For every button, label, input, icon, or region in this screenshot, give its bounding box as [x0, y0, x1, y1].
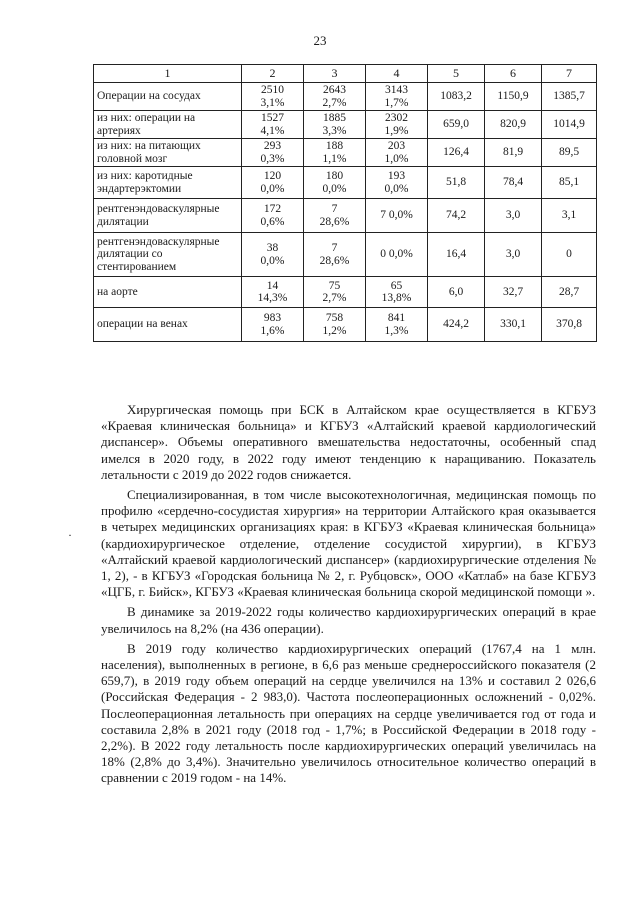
- percent-value: 2,7%: [322, 96, 347, 109]
- value-cell: [242, 199, 304, 233]
- count-value: 2510: [261, 84, 284, 96]
- count-value: 758: [325, 312, 344, 324]
- value-cell: [366, 308, 428, 342]
- rate-cell: 1083,2: [428, 83, 485, 111]
- value-cell: [304, 139, 366, 167]
- table-row: [94, 83, 597, 111]
- percent-value: 1,7%: [384, 96, 409, 109]
- percent-value: 1,9%: [384, 124, 409, 137]
- rate-cell: 78,4: [485, 167, 542, 199]
- count-value: 193: [387, 170, 406, 182]
- percent-value: 28,6%: [319, 215, 350, 228]
- rate-cell: 659,0: [428, 111, 485, 139]
- header-cell: 2: [242, 65, 304, 83]
- row-label: на аорте: [94, 277, 242, 308]
- value-cell: [242, 83, 304, 111]
- value-cell: [366, 199, 428, 233]
- rate-cell: 1150,9: [485, 83, 542, 111]
- table-header-row: [94, 65, 597, 83]
- rate-cell: 3,1: [542, 199, 597, 233]
- value-cell: [366, 277, 428, 308]
- count-value: 65: [390, 279, 403, 292]
- rate-cell: 126,4: [428, 139, 485, 167]
- percent-value: 1,2%: [322, 324, 347, 337]
- value-cell: [242, 167, 304, 199]
- page-number: 23: [313, 33, 327, 48]
- row-label: рентгенэндоваскулярные дилятации со стентированием: [94, 233, 242, 277]
- rate-cell: 0: [542, 233, 597, 277]
- value-cell: [366, 111, 428, 139]
- rate-cell: 16,4: [428, 233, 485, 277]
- value-cell: [304, 199, 366, 233]
- value-cell: [366, 139, 428, 167]
- row-label: рентгенэндоваскулярные дилятации: [94, 199, 242, 233]
- percent-value: 3,3%: [322, 124, 347, 137]
- count-value: 3143: [385, 84, 408, 96]
- percent-value: 1,0%: [384, 152, 409, 165]
- rate-cell: 1014,9: [542, 111, 597, 139]
- rate-cell: 6,0: [428, 277, 485, 308]
- header-cell: 6: [485, 65, 542, 83]
- surgery-table: [93, 64, 597, 342]
- percent-value: 0,3%: [260, 152, 285, 165]
- count-value: 0 0,0%: [380, 248, 413, 261]
- percent-value: 13,8%: [381, 292, 412, 304]
- table-row: [94, 167, 597, 199]
- table-row: [94, 308, 597, 342]
- percent-value: 0,0%: [260, 182, 285, 195]
- count-value: 75: [328, 279, 341, 292]
- table-row: [94, 111, 597, 139]
- value-cell: [304, 83, 366, 111]
- header-cell: 3: [304, 65, 366, 83]
- count-value: 1885: [323, 112, 346, 124]
- margin-mark: ·: [68, 528, 72, 542]
- percent-value: 1,6%: [260, 324, 285, 337]
- value-cell: [304, 111, 366, 139]
- rate-cell: 28,7: [542, 277, 597, 308]
- value-cell: [242, 139, 304, 167]
- rate-cell: 424,2: [428, 308, 485, 342]
- rate-cell: 330,1: [485, 308, 542, 342]
- row-label: из них: на питающих головной мозг: [94, 139, 242, 167]
- header-cell: 1: [94, 65, 242, 83]
- count-value: 1527: [261, 112, 284, 124]
- count-value: 841: [387, 312, 406, 324]
- rate-cell: 820,9: [485, 111, 542, 139]
- table-row: [94, 139, 597, 167]
- count-value: 188: [325, 140, 344, 152]
- value-cell: [242, 111, 304, 139]
- table-row: [94, 277, 597, 308]
- percent-value: 28,6%: [319, 254, 350, 267]
- body-text: [101, 402, 596, 791]
- rate-cell: 89,5: [542, 139, 597, 167]
- table-row: [94, 199, 597, 233]
- value-cell: [366, 167, 428, 199]
- rate-cell: 32,7: [485, 277, 542, 308]
- rate-cell: 3,0: [485, 233, 542, 277]
- count-value: 38: [266, 242, 279, 254]
- value-cell: [304, 233, 366, 277]
- paragraph: В динамике за 2019-2022 годы количество кардиохирургических операций в крае увеличилось на 8,2% (на 436 операции).: [101, 604, 596, 636]
- rate-cell: 85,1: [542, 167, 597, 199]
- count-value: 2302: [385, 112, 408, 124]
- header-cell: 7: [542, 65, 597, 83]
- rate-cell: 370,8: [542, 308, 597, 342]
- value-cell: [242, 233, 304, 277]
- count-value: 7: [331, 242, 338, 254]
- percent-value: 4,1%: [260, 124, 285, 137]
- paragraph: В 2019 году количество кардиохирургических операций (1767,4 на 1 млн. населения), выполненных в регионе, в 6,6 раз меньше среднероссийского показателя (2 659,7), в 2019 году объем операций на сердце увеличился на 13% и составил 2 026,6 (Российская Федерация - 2 983,0). Частота послеоперационных осложнений - 0,02%. Послеоперационная летальность при операциях на сердце увеличивается год от года и составила 2,8% в 2021 году (2018 год - 1,7%; в Российской Федерации в 2018 году - 2,2%). В 2022 году летальность после кардиохирургических операций увеличилась на 18% (2,8% до 3,4%). Значительно увеличилось относительное количество операций в сравнении с 2019 годом - на 14%.: [101, 640, 596, 786]
- table-row: [94, 233, 597, 277]
- count-value: 7: [331, 203, 338, 215]
- count-value: 14: [266, 279, 279, 292]
- percent-value: 0,6%: [260, 215, 285, 228]
- percent-value: 3,1%: [260, 96, 285, 109]
- percent-value: 0,0%: [322, 182, 347, 195]
- value-cell: [366, 83, 428, 111]
- count-value: 203: [387, 140, 406, 152]
- value-cell: [304, 277, 366, 308]
- count-value: 180: [325, 170, 344, 182]
- count-value: 983: [263, 312, 282, 324]
- rate-cell: 81,9: [485, 139, 542, 167]
- rate-cell: 3,0: [485, 199, 542, 233]
- rate-cell: 74,2: [428, 199, 485, 233]
- row-label: из них: каротидные эндартерэктомии: [94, 167, 242, 199]
- value-cell: [242, 308, 304, 342]
- percent-value: 2,7%: [322, 292, 347, 304]
- row-label: из них: операции на артериях: [94, 111, 242, 139]
- percent-value: 0,0%: [260, 254, 285, 267]
- percent-value: 1,1%: [322, 152, 347, 165]
- rate-cell: 1385,7: [542, 83, 597, 111]
- percent-value: 1,3%: [384, 324, 409, 337]
- value-cell: [304, 167, 366, 199]
- paragraph: Хирургическая помощь при БСК в Алтайском крае осуществляется в КГБУЗ «Краевая клиническая больница» и КГБУЗ «Алтайский краевой кардиологический диспансер». Объемы оперативного вмешательства недостаточны, особенный спад имелся в 2020 году, в 2022 году имеют тенденцию к наращиванию. Показатель летальности с 2019 до 2022 годов снижается.: [101, 402, 596, 482]
- percent-value: 14,3%: [257, 292, 288, 304]
- paragraph: Специализированная, в том числе высокотехнологичная, медицинская помощь по профилю «сердечно-сосудистая хирургия» на территории Алтайского края оказывается в четырех медицинских организациях края: в КГБУЗ «Краевая клиническая больница» (кардиохирургическое отделение, отделение сосудистой хирургии), в КГБУЗ «Алтайский краевой кардиологический диспансер» (кардиохирургические отделения № 1, 2), - в КГБУЗ «Городская больница № 2, г. Рубцовск», ООО «Катлаб» на базе КГБУЗ «ЦГБ, г. Бийск», КГБУЗ «Краевая клиническая больница скорой медицинской помощи ».: [101, 487, 596, 600]
- row-label: операции на венах: [94, 308, 242, 342]
- count-value: 7 0,0%: [380, 209, 413, 222]
- value-cell: [366, 233, 428, 277]
- header-cell: 5: [428, 65, 485, 83]
- row-label: Операции на сосудах: [94, 83, 242, 111]
- value-cell: [304, 308, 366, 342]
- value-cell: [242, 277, 304, 308]
- header-cell: 4: [366, 65, 428, 83]
- percent-value: 0,0%: [384, 182, 409, 195]
- count-value: 293: [263, 140, 282, 152]
- rate-cell: 51,8: [428, 167, 485, 199]
- count-value: 172: [263, 203, 282, 215]
- count-value: 120: [263, 170, 282, 182]
- count-value: 2643: [323, 84, 346, 96]
